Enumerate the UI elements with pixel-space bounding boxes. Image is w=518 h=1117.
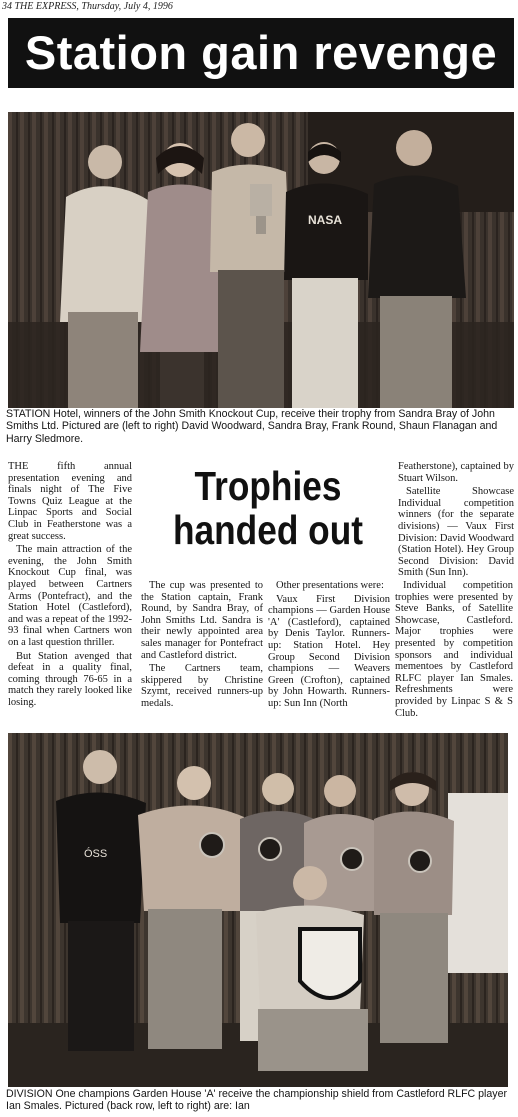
top-photo-caption: STATION Hotel, winners of the John Smith Knockout Cup, receive their trophy from Sandra Bray of John Smiths Ltd. Pictured are (left to right) David Woodward, Sandra Bray, Frank Round, Shaun Flanagan and Harry Sledmore. bbox=[6, 408, 498, 445]
article-column-4 bbox=[395, 580, 513, 730]
nasa-shirt-print: NASA bbox=[308, 213, 343, 227]
article-column-4-top bbox=[398, 461, 514, 581]
article-paragraph: Individual competition trophies were presented by Steve Banks, of Satellite Showcase, Castleford. Major trophies were presented by competition sponsors and individual mementoes by Castleford RLFC player Ian Smales. Refreshments were provided by Linpac S & S Club. bbox=[395, 580, 513, 719]
headline: Station gain revenge bbox=[8, 18, 514, 88]
article-paragraph: The Cartners team, skippered by Christine Szymt, received runners-up medals. bbox=[141, 663, 263, 709]
shirt-print: ÓSS bbox=[84, 848, 108, 860]
article-paragraph: But Station avenged that defeat in a quality final, coming through 76-65 in a match they rarely looked like losing. bbox=[8, 650, 132, 708]
article-paragraph: Vaux First Division champions — Garden House 'A' (Castleford), captained by Denis Taylor. Runners-up: Station Hotel. Hey Group Second Division champions — Weavers Green (Crofton), captained by John Howarth. Runners-up: Sun Inn (North bbox=[268, 593, 390, 709]
subheadline: Trophies handed out bbox=[172, 463, 363, 553]
bottom-photo-caption: DIVISION One champions Garden House 'A' receive the championship shield from Castleford RLFC player Ian Smales. Pictured (back row, left to right) are: Ian bbox=[6, 1088, 507, 1113]
article-paragraph: THE fifth annual presentation evening and finals night of The Five Towns Quiz League at the Linpac Sports and Social Club in Featherstone was a great success. bbox=[8, 461, 132, 542]
article-paragraph: The cup was presented to the Station captain, Frank Round, by Sandra Bray, of John Smiths Ltd. Sandra is their newly appointed area sales manager for Pontefract and Castleford district. bbox=[141, 580, 263, 661]
article-paragraph: The main attraction of the evening, the John Smith Knockout Cup final, was played between Cartners Arms (Pontefract), and the Station Hotel (Castleford), and was a repeat of the 1992-93 final when Cartners won on a last question thriller. bbox=[8, 544, 132, 648]
article-paragraph: Featherstone), captained by Stuart Wilson. bbox=[398, 461, 514, 484]
article-column-1 bbox=[8, 461, 132, 733]
photo-station-hotel-winners bbox=[8, 112, 514, 408]
article-column-3 bbox=[268, 580, 390, 730]
masthead: 34 THE EXPRESS, Thursday, July 4, 1996 bbox=[2, 1, 173, 12]
article-paragraph: Satellite Showcase Individual competition winners (for the separate divisions) — Vaux First Division: David Woodward (Station Hotel). Hey Group Second Division: David Smith (Sun Inn). bbox=[398, 486, 514, 579]
photo-division-one-champions bbox=[8, 733, 508, 1087]
article-column-2 bbox=[141, 580, 263, 730]
article-paragraph: Other presentations were: bbox=[276, 580, 384, 591]
